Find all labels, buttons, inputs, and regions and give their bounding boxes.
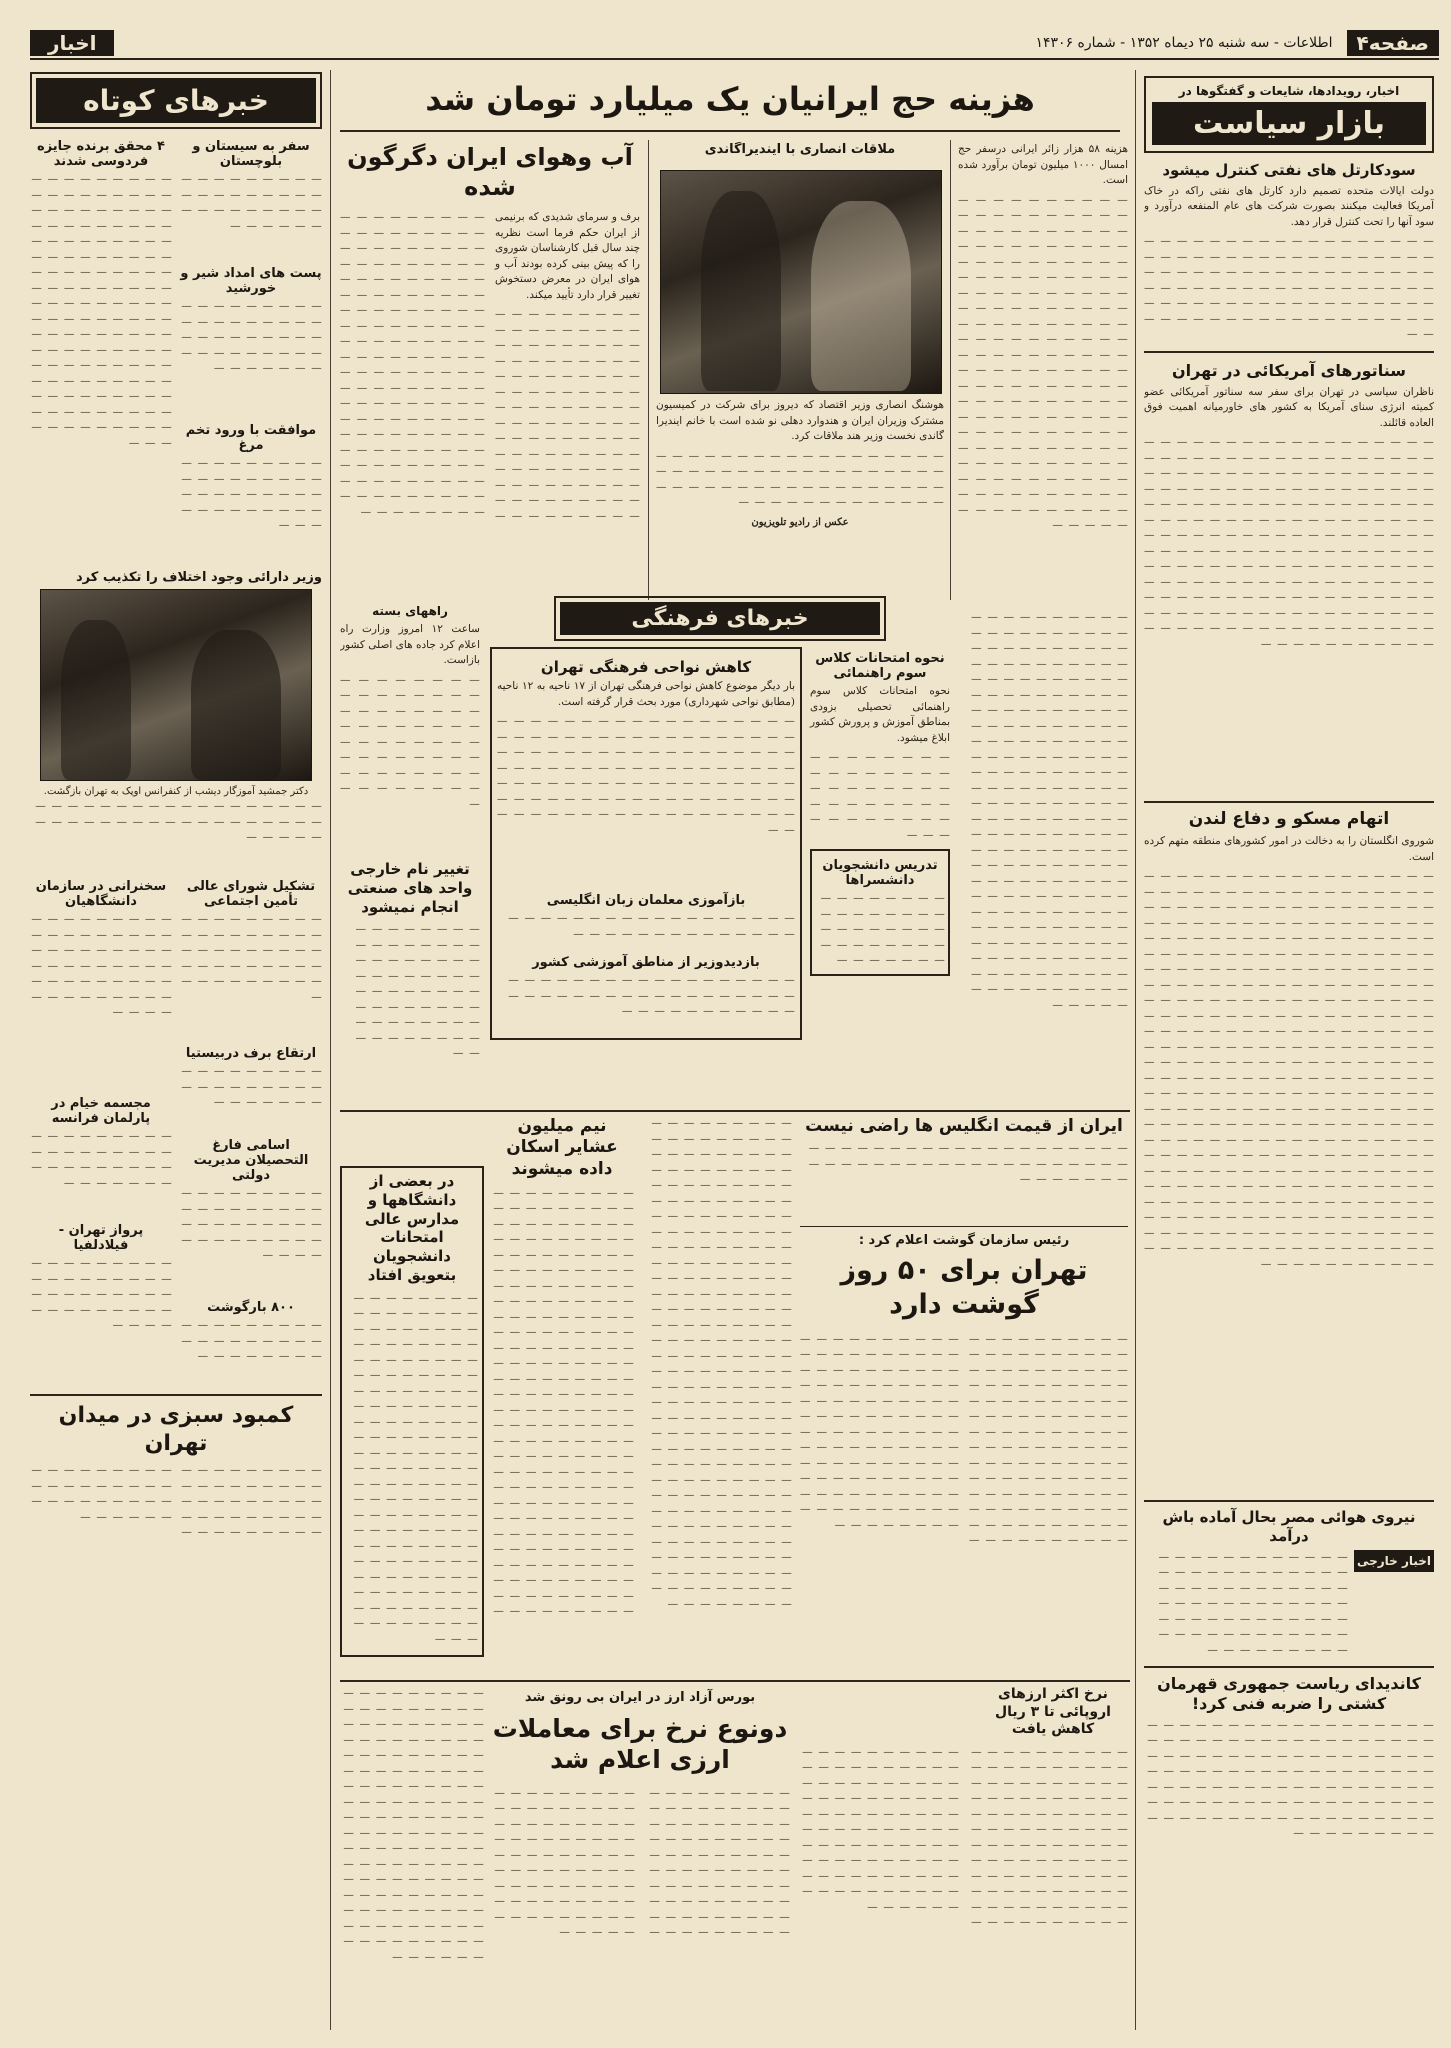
short-item-3: موافقت با ورود تخم مرغ — [185, 423, 317, 453]
body-text-filler: — — — — — — — — — — — — — — — — — — — — — — — — — — — — — — — — — — — — — — — — — — — — — — — — — — — — — — — — — — — — — — — — — — — — — — — — — — — — — — — — — — — — — — — — — — — — — — — — — — — — — — — — — — — — — — — [1144, 235, 1434, 341]
page-number-label: صفحه۴ — [1347, 30, 1439, 56]
short-item-1: ۴ محقق برنده جایزه فردوسی شدند — [37, 139, 165, 169]
culture-teachers — [810, 849, 950, 976]
iran-england-story — [800, 1116, 1128, 1226]
short-item-7: ارتقاع برف دربیستیا — [185, 1046, 317, 1061]
left-column — [30, 72, 322, 2027]
short-news-banner-box — [30, 72, 322, 129]
short-news-banner: خبرهای کوتاه — [36, 78, 316, 123]
amouzegar-photo — [40, 589, 312, 781]
story-moscow-title: اتهام مسکو و دفاع لندن — [1188, 808, 1390, 829]
right-column — [1144, 76, 1434, 2031]
meat-title: تهران برای ۵۰ روز گوشت دارد — [840, 1255, 1088, 1320]
body-text-filler: — — — — — — — — — — — — — — — — — — — — — — — — — — — — — — — — — — — — — — — — — — — — — — — — — — — — — — — — — — — — — — — — — — — [355, 923, 480, 1060]
short-news-col-left — [30, 135, 172, 566]
culture-exam-body — [810, 684, 950, 843]
short-item-6: سخنرانی در سازمان دانشگاهیان — [35, 879, 167, 909]
forex-title: دونوع نرخ برای معاملات ارزی اعلام شد — [492, 1714, 788, 1775]
bazaar-banner: بازار سیاست — [1152, 102, 1426, 145]
short-item-9: اسامی فارغ التحصیلان مدیریت دولتی — [193, 1138, 309, 1183]
iran-england-continuation — [640, 1116, 792, 1676]
body-text-filler: — — — — — — — — — — — — — — — — — — — — — — — — — — — — — — — — — — — — — — — — — — — — — — — — — — — — — — — — — — — — — — — — — — — — — — — — — — — — — — — — — — — — — — — — — — — — — — — — — — — — — — — — — — — — — — — — — — — — — — — — — — — — — — — — — — — — — — — — — — — — — — — — — — — — — — — — — — — — — — — — — — — — — — — — — — — — — — — — — — — — — — — — — — — — — — — — — — — — — — — — — — — — — — — — — — — — — — — — — — — — — — — — — — — — — — — — — — — — — — — — — — — — — — — — — — — — — [493, 1186, 634, 1618]
bazaar-siasat-box — [1144, 76, 1434, 153]
body-text-filler: — — — — — — — — — — — — — — — — — — — — — — — — — — — — — — — — — — — — — — — — — — — — — — — — — — — — — — — — — — — — — — — — — — — — — — — — — — — — — — — — — — — — — — — — — — — — — — — — — — — — — — — — — — — — — — — — — — — — — — — — — — — — — — — — — [497, 715, 795, 836]
hajj-lead: هزینه ۵۸ هزار زائر ایرانی درسفر حج امسال ۱۰۰۰ میلیون تومان برآورد شده است. — [958, 143, 1128, 186]
ansari-caption-text: هوشنگ انصاری وزیر اقتصاد که دیروز برای شرکت در کمیسیون مشترک وزیران ایران و هندوارد دهلی نو شده است با خانم ایندیرا گاندی نخست وزیر هند ملاقات کرد. — [656, 399, 944, 442]
hajj-body — [958, 142, 1128, 534]
body-text-filler: — — — — — — — — — — — — — — — — — — — — — — — — — — — — — — — — — — — — — — — — — — — — — — — — — — — — — — — — — — — — — — — — — — — — — — — — — — — — — — — — — — — — — — — — — — — — — — — — — — — — — — — — — — — — — — — — — — — — — — — — — — — — — — — — — — — — — — — — — — — — — — — — — — — — — — — — — — — — — — — — — — — — — — — — — — — — — — — — — — — — — — — — — — — — — — — — — — — — — — — — — — — — — — — — — — — — — — — — — — — — — — — — — — — — — — — — — — — — — — — — — — — — — — [1144, 436, 1434, 650]
body-text-filler: — — — — — — — — — — — — — — — — — — — — — — — — — — — — — — — — — — — — — — — — — — — — — — — — — — — — — — — — — — — — — — — — — — — — — — — — — — — — — — — — — — — — — — — — — — — — — — — — — — — — — — — — — — — — — — — — — — — — — — — — — — — — — — — — — — — — — — — — [1147, 1718, 1434, 1839]
foreign-news-kicker: اخبار خارجی — [1354, 1550, 1434, 1572]
culture-exam-lead: نحوه امتحانات کلاس سوم راهنمائی تحصیلی بزودی بمناطق آموزش و پرورش کشور ابلاغ میشود. — [810, 685, 950, 744]
body-text-filler: — — — — — — — — — — — — — — — — — — — — — — — — — — — — — — — — — — — — — — — — — — — — — — — — — — — — — — — — — — — — — — — — — — — — — — — — — — — — — — — — — — — — — — — — — — — — — — — — — — — — — — — — — — — — — — — — — — — — — — — — — — — — — — — — — — — — — — — — — — — — — — — — — — — — — — — — — — — — — — — — [343, 1687, 484, 1963]
body-text-filler: — — — — — — — — — — — — — — — — — — — — — — — — — — — — — — — — — — — — — — — — [181, 457, 322, 531]
culture-exam-title: نحوه امتحانات کلاس سوم راهنمائی — [815, 651, 945, 681]
ansari-photo-title: ملاقات انصاری با ایندیراگاندی — [704, 142, 896, 157]
meat-kicker: رئیس سازمان گوشت اعلام کرد : — [858, 1233, 1070, 1248]
body-text-filler: — — — — — — — — — — — — — — — — — — — — — — — — — — — — — — — — — — — — — — — — — — — — [810, 751, 950, 841]
culture-box — [490, 596, 950, 1096]
story-egypt-header — [1144, 1508, 1434, 1546]
ansari-photo-caption — [656, 398, 944, 534]
rates-title: نرخ اکثر ارزهای اروپائی تا ۳ ریال کاهش یافت — [995, 1686, 1111, 1737]
body-text-filler: — — — — — — — — — — — — — — — — — — — — — — — — — — — — — — — — — — — — — — — — [820, 892, 945, 966]
short-item-0: سفر به سیستان و بلوچستان — [192, 139, 310, 169]
culture-tehran-body — [497, 679, 795, 889]
students-story — [340, 1166, 484, 1676]
body-text-filler: — — — — — — — — — — — — — — — — — — — — — — — — — — — — — — — — — — — — — — — — — — — — [181, 300, 322, 374]
body-text-filler: — — — — — — — — — — — — — — — — — — — — — — — — — — — — — — — — — — — — — — — — — [31, 1257, 172, 1331]
main-headline: هزینه حج ایرانیان یک میلیارد تومان شد — [425, 80, 1035, 118]
meat-story — [800, 1226, 1128, 1677]
weather-title: آب وهوای ایران دگرگون شده — [347, 143, 633, 201]
masthead-logo: اخبار — [30, 30, 114, 56]
story-senators-lead: ناظران سیاسی در تهران برای سفر سه سناتور آمریکائی عضو کمیته انرژی سنای آمریکا به کشور های خاورمیانه اهمیت فوق العاده قائلند. — [1144, 385, 1434, 429]
main-headline-box — [340, 70, 1120, 132]
culture-grid — [490, 647, 950, 1040]
short-item-8: مجسمه خیام در پارلمان فرانسه — [51, 1096, 151, 1126]
body-text-filler: — — — — — — — — — — — — — — — — — — — — — — — — — — — — — — — — — — — — — — — — — — — — — — — — — — — — — — — — — — — [31, 913, 172, 1018]
story-wrestler-title: کاندیدای ریاست جمهوری قهرمان کشتی را ضربه فنی کرد! — [1157, 1673, 1421, 1713]
story-moscow-body — [1144, 834, 1434, 1494]
culture-tehran-lead: بار دیگر موضوع کاهش نواحی فرهنگی تهران از ۱۷ ناحیه به ۱۲ ناحیه (مطابق نواحی شهرداری) مورد بحث قرار گرفته است. — [497, 680, 795, 708]
short-news-bottom-left — [30, 875, 172, 1388]
story-oil-cartel-body — [1144, 184, 1434, 343]
story-egypt-row — [1144, 1550, 1434, 1660]
story-moscow-lead: شوروی انگلستان را به دخالت در امور کشورهای منطقه متهم کرده است. — [1144, 835, 1434, 863]
short-item-10: پرواز تهران - فیلادلفیا — [58, 1223, 144, 1253]
forex-extra — [340, 1686, 484, 2026]
short-news-top — [30, 135, 322, 566]
body-text-filler: — — — — — — — — — — — — — — — — — — — — — — — — — — — — — — — — — — — — — — — — — — — — — — — — — — — — — — — — — — — — — — — — — — — — — — — — — — — — — — — — — — [1158, 1550, 1348, 1656]
weather-body — [340, 210, 640, 600]
bazaar-kicker: اخبار، رویدادها، شایعات و گفتگوها در — [1178, 84, 1400, 98]
roads-body — [340, 622, 480, 812]
body-text-filler: — — — — — — — — — — — — — — — — — — — — — — — — — — — — — — — — — — — — — — — — — — — — — — — — — — — — — — — — — — — — — — — — — — — — — — — — — — — — — — — — — — — — — — — — — — — — — — — — — — — — — — — — — — — — — — — — — — — — — — — — — — — — — — — — — — — — — — — — — — — — — — — — — — — — — — — — — — — — — — — — — — — — — — — — — — — — — — — — — — — — — — — — — — — — — — — — — — — — — — — — — — — — — — — — — — — — — — — — — — — — — — — — — — — — — — — — — — — — — — — — — — — — — — — — — — — — — — — — — — — — — — — — — — — — — — — — — — — — — — — — — — — — — — — — [651, 1117, 792, 1610]
short-news-bottom-right — [180, 875, 322, 1388]
short-item-11: ۸۰۰ بارگوشت — [207, 1300, 295, 1315]
iran-england-title: ایران از قیمت انگلیس ها راضی نیست — [805, 1116, 1123, 1136]
body-text-filler: — — — — — — — — — — — — — — — — — — — — — — — — — — — — — — — — — — — — — — — — — — — — — — — — [808, 1142, 1128, 1186]
short-item-4: وزیر دارائی وجود اختلاف را تکذیب کرد — [75, 570, 322, 585]
body-text-filler: — — — — — — — — — — — — — — — — — — — — — — — — — — — — — — — — — — — — — — — — — — — — — — — — — — — — — — — — — — — — — — — — — — — — — — — — — — — — — — — [31, 1464, 322, 1538]
meat-body — [800, 1332, 1128, 1662]
culture-banner-box — [554, 596, 886, 641]
culture-teachers-title: تدریس دانشجویان دانشسراها — [822, 858, 938, 888]
culture-banner: خبرهای فرهنگی — [560, 602, 880, 635]
story-egypt-title: نیروی هوائی مصر بحال آماده باش درآمد — [1162, 1508, 1416, 1545]
body-text-filler: — — — — — — — — — — — — — — — — — — — — — — — — — — — — — — — — — — — — — — — — — — — — — — — [181, 913, 322, 1003]
body-text-filler: — — — — — — — — — — — — — — — — — — — — — — — — — — — — — — — — — — — — — — — — — — — — — — — — — — — — — — — — — — — — — — — — — — — — — — — — — — — — — — — — — — — — — — — — — — — — — — — — — — — — — — — — — — — — — — — — — — — — — — — — — — — — — — — — — — — — — — — — — — — — — — — — — — — — — — — — — — — — — — — — — — — — — — — — — — — — — — — — — — — — — — — — — — — — — — — — — — — — — — — — — — — — — — — — — — — — — — — — — — — — — — — — — — — [802, 1745, 1128, 1928]
body-text-filler: — — — — — — — — — — — — — — — — — — — — — — — — — — — — — — — — — — — — — — — — — — — — — — — — — — — — — — — — — — — — — — — — — — — — — — — — — — — — — — — — — — — — — — — — — — — — — — — — — — — — — — — — — — — — — — — — — — — — — — — — — — — — — — — — — — — — — — — — — — — — — — — — — — — — — — — — — — — — — — — — — — — — — — — — — — — — — — — — — — — — — — — — — — — — — — — — — — — — — — — — — — — — — — — — — — — — — — — — — — — — — — — — — — — — — — — — — — — — — — — — — — — — — — — — — — — — — — — — [971, 611, 1128, 1011]
forex-kicker: بورس آزاد ارز در ایران بی رونق شد — [524, 1690, 756, 1705]
culture-tehran-title: کاهش نواحی فرهنگی تهران — [540, 658, 752, 676]
ansari-photo-story — [656, 142, 944, 600]
body-text-filler: — — — — — — — — — — — — — — — — — — — — — — — — — — [181, 1065, 322, 1108]
roads-lead: ساعت ۱۲ امروز وزارت راه اعلام کرد جاده های اصلی کشور بازاست. — [340, 623, 480, 666]
dateline: اطلاعات - سه شنبه ۲۵ دیماه ۱۳۵۲ - شماره ۱۴۳۰۶ — [1035, 35, 1333, 51]
body-text-filler: — — — — — — — — — — — — — — — — — — — — — — — — — — — — — — — — — — — — — — — — — — — — — — — — — — — — — — — — — — — — — — — — — — — — — — — — — — — — — — — — — — — — — — — — — — — — — — — — — — — — — — — — — — — — — — — — — — — — — — — — — — — — — — — — — — — — — — — — — — — — — — — — — — — — — — — — — — — — — — — — — — — — — — — — — — — — — — — — — — — — — — — — — — — — — — — — — — — — — — — — — — — — — — — — — — — — — — — — — — — — — — — — — — — — — — — — — — — — — — — — — — — — — — — — — — — — — — — — — — — — — — — — — — — — — [800, 1332, 1128, 1546]
rates-story — [800, 1686, 1128, 2026]
story-senators-body — [1144, 385, 1434, 795]
amouzegar-caption: دکتر جمشید آموزگار دیشب از کنفرانس اوپک به تهران بازگشت. — [43, 786, 309, 797]
culture-english-title: بازآموزی معلمان زبان انگلیسی — [546, 893, 746, 908]
ansari-gandhi-photo — [660, 170, 942, 394]
body-text-filler: — — — — — — — — — — — — — — — — — — — — — — — — — — — — — — — — — — — — — — — — — — — — — — — — — — — — — — — — — — — — — — — — — — [340, 673, 480, 810]
photo-credit: عکس از رادیو تلویزیون — [751, 516, 849, 528]
foreign-names-title: تغییر نام خارجی واحد های صنعتی انجام نمیشود — [347, 860, 473, 916]
hajj-story — [958, 142, 1128, 600]
story-senators-title: سناتورهای آمریکائی در تهران — [1172, 360, 1406, 380]
roads-story — [340, 604, 480, 854]
students-title: در بعضی از دانشگاهها و مدارس عالی امتحانات دانشجویان بتعویق افتاد — [364, 1172, 460, 1284]
body-text-filler: — — — — — — — — — — — — — — — — — — — — — — — — — — — — — — — — — — — — — — — — — [181, 1187, 322, 1261]
weather-lead: برف و سرمای شدیدی که برنیمی از ایران حکم فرما است نظریه چند سال قبل کارشناسان شوروی را که پیش بینی کرده بودند آب و هوای ایران در معرض دستخوش تغییر قرار دارد تأیید میکند. — [494, 211, 640, 301]
short-item-2: پست های امداد شیر و خورشید — [180, 266, 322, 296]
nomads-title: نیم میلیون عشایر اسکان داده میشوند — [506, 1116, 618, 1179]
body-text-filler: — — — — — — — — — — — — — — — — — — — — — — — — — — — — — — — — — — — — — — — — — — — — — — — — — — — — — — — — — — — — — — — — — — — — — — — — — — — — — — — — — — — — — — — — — — — — — — — — — — — — — — — — — — — — — — — — — — — — — — — — — — — — — — — — — — — — — — — — — — — — — — — — — — — — — — — — — — — — — — — — — — — — — — — — — — — — — — — — — — — — [353, 1291, 478, 1645]
nomads-story — [490, 1116, 634, 1676]
story-oil-cartel-lead: دولت ایالات متحده تصمیم دارد کارتل های نفتی راکه در خاک آمریکا فعالیت میکنند بصورت شرکت های عام المنفعه درآورد و سود آنها را تحت کنترل قرار دهد. — [1144, 184, 1434, 228]
body-text-filler: — — — — — — — — — — — — — — — — — — — — — — — — — — — — — — — — — — — — — — — — — — — — — — — — — — — — — — — — — — — — — — — — — — — — — — — — — — — — — — — — — — — — — — — — — — — — — — — — — — — — — — — — — — — — — — — — — — — — — — — — — — — — — — — — — — — — — — — — — — — — — — — — — — — — — — — — — — — — — — — — — — — — — — — — — — — — — — — — — [494, 1786, 790, 1938]
body-text-filler: — — — — — — — — — — — — — — — — — — — — — — — — — — — — — — — — — — [181, 173, 322, 232]
body-text-filler: — — — — — — — — — — — — — — — — — — — — — — — — — — — [181, 1319, 322, 1362]
body-text-filler: — — — — — — — — — — — — — — — — — — — — — — — — — — — — — — — — — — — — — — — — — — — — — — — — — — — — — — — — — — — — — — — — — — — — — — — — — — — — — — — — — — — — — — — — — — — — — — — — — — — — — — — — — — — — — — — — — — — — — — — — — — — — — — — — — — — — — — — — — — — — — — — — — — — — — — — — — — — — — [31, 173, 172, 449]
short-news-bottom — [30, 875, 322, 1388]
body-text-filler: — — — — — — — — — — — — — — — — — — — — — — — — — — — — — — — — — — — — — — — — — — — — — — — — — — — — — — — — — — — — — — — — — — — — — — — — — — — — — — — — — — — — — — — — — — — — — — — — — — — — — — — — — — — — — — — — — — — — — — — — — — — — — — — — — — — — — — — — — — — — — — — — — — — — — — — — — — — — — — — — — — — — — — — — — — — — — — — — — — — — — — — — — — — — — — — — — — — — — — — — — — — — — — — — — — — — — — — — — — — — — — — — — — — — — — — — — — — — — — — — — — — — — — — — — — — — — — — — — — — — — — — — — — — — — — — — — — — — — — — — — — — — — — — — — — — — — — — — — — — — — — — — — — [340, 211, 640, 522]
body-text-filler: — — — — — — — — — — — — — — — — — — — — — — — — — — — — — — — — — — — — — — — — — — [35, 800, 322, 843]
body-text-filler: — — — — — — — — — — — — — — — — — — — — — — — — — — — — — — — — — — — — — — — — — — — — — — — — — — — — — — — — — — — — — — — — — — — — — — — — — — — — — — — — — — — — — — — — — — — — — — — — — — — — — — — — — — — — — — — — — — — — — — — — — — — — — — — — — — — — — — — — — — — — — — — — — — — — — — — — — — — — — — — — — — — — — — — — — — — — — — — — — — — — — — — — — — — — — — — — — — — — — — — — — — — — — — — — — — — — — — — — — — — — — — — — — — — — — — — — — — — — — — — — — — — — — — — — — — — — — — — — — — — — — — — — — — — — — — — — — — — — — — — — — — — — — — — — — — — — — — — — — — — — — — — — — — — — — — — — — — — — — — — — — — — — — — — — — — — — — — — — — — — — — — — — — — — — — — — — — — — — — — — — — — — — — — — — — — — — — — — — — — — — — — — — — — — — — — — — — — — — — — — — — — — — — — — — — — — — — — — — — — — — — — — — — — — — — — — — — — — — — — — — — — — — — — — — — — — — — — — — — — — — — — [1144, 870, 1434, 1270]
body-text-filler: — — — — — — — — — — — — — — — — — — — — — — — — — — — — — — — — — — — — — — — — — — — — — — — — [508, 974, 795, 1017]
vegetable-shortage-title: کمبود سبزی در میدان تهران — [58, 1403, 294, 1456]
hajj-continuation — [958, 610, 1128, 1110]
students-box — [340, 1166, 484, 1657]
foreign-names-story — [340, 860, 480, 1160]
culture-tehran — [490, 647, 802, 1040]
short-item-5: تشکیل شورای عالی تأمین اجتماعی — [186, 879, 316, 909]
body-text-filler: — — — — — — — — — — — — — — — — — — — — — — — — — — — — — — — — — — — — — — — — — — — — — — — — — — — — — — — — — — — — — — — — — — — — [656, 449, 944, 508]
body-text-filler: — — — — — — — — — — — — — — — — — — — — — — — — — — — — — — — — — — — — — — — — — — — — — — — — — — — — — — — — — — — — — — — — — — — — — — — — — — — — — — — — — — — — — — — — — — — — — — — — — — — — — — — — — — — — — — — — — — — — — — — — — — — — — — — — — — — — — — — — — — — — — — — — — — — — — — — — — — — — — — — — — — — — — — — — — — — — — — — — — — — — — — — — — — — — — — — — — — — — — — — — — — — — — — — — — — — — — — — — [958, 193, 1128, 531]
roads-title: راههای بسته — [372, 604, 448, 618]
body-text-filler: — — — — — — — — — — — — — — — — — — — — — — — — — — — — — — — — — — — [31, 1130, 172, 1189]
culture-remote-title: بازدیدوزیر از مناطق آموزشی کشور — [532, 955, 760, 970]
culture-exam — [810, 647, 950, 1040]
story-oil-cartel-title: سودکارتل های نفتی کنترل میشود — [1162, 161, 1416, 179]
body-text-filler: — — — — — — — — — — — — — — — — — — — — — — — — — — — — — — — — — [508, 912, 795, 940]
page-header — [30, 28, 1439, 60]
forex-story — [490, 1686, 790, 2026]
short-news-col-right — [180, 135, 322, 566]
